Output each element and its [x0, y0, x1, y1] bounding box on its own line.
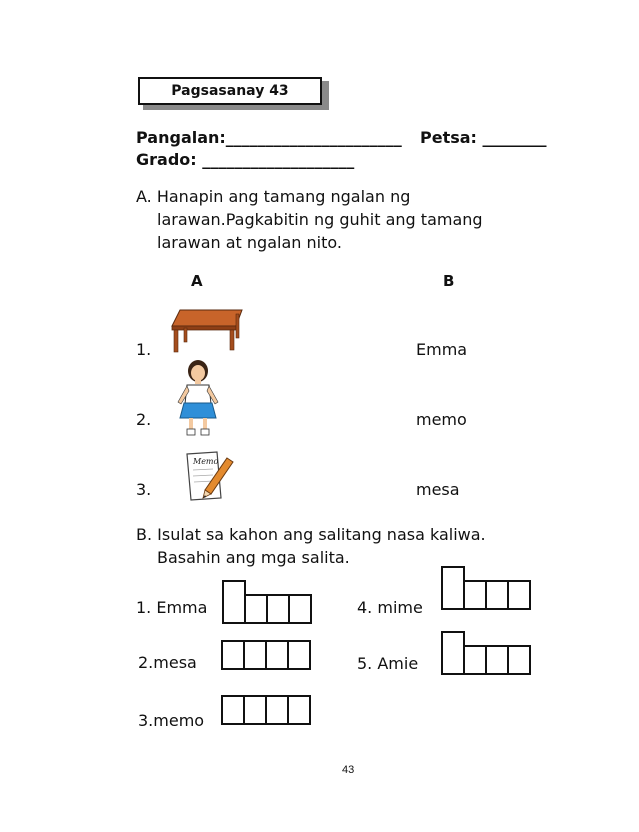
letter-box[interactable] — [287, 695, 311, 725]
letter-box[interactable] — [287, 640, 311, 670]
page-number: 43 — [342, 764, 355, 776]
svg-text:Memo: Memo — [193, 457, 219, 466]
section-b-instruction-text: B. Isulat sa kahon ang salitang nasa kaliwa. — [136, 525, 486, 544]
letter-box[interactable] — [288, 594, 312, 624]
letter-box[interactable] — [463, 580, 487, 610]
section-a-instruction-line-2: larawan.Pagkabitin ng guhit ang tamang — [157, 210, 483, 229]
writing-item-1-boxes[interactable] — [222, 594, 312, 624]
letter-box[interactable] — [265, 640, 289, 670]
column-a-heading: A — [191, 272, 203, 290]
letter-box[interactable] — [266, 594, 290, 624]
date-field-label: Petsa: ________ — [420, 128, 547, 147]
writing-item-1-label: 1. Emma — [136, 598, 208, 617]
item-2-word: memo — [416, 410, 467, 429]
writing-item-4-label: 4. mime — [357, 598, 423, 617]
letter-box[interactable] — [441, 566, 465, 610]
item-1-word: Emma — [416, 340, 468, 359]
letter-box[interactable] — [243, 640, 267, 670]
section-b-instruction-line-2: Basahin ang mga salita. — [157, 548, 350, 567]
letter-box[interactable] — [507, 645, 531, 675]
item-3-word: mesa — [416, 480, 460, 499]
item-2-number: 2. — [136, 410, 152, 429]
girl-picture-icon — [172, 358, 224, 438]
letter-box[interactable] — [265, 695, 289, 725]
letter-box[interactable] — [244, 594, 268, 624]
letter-box[interactable] — [243, 695, 267, 725]
section-a-instruction-line-1: A. Hanapin ang tamang ngalan ng — [136, 187, 411, 206]
writing-item-2-label: 2.mesa — [138, 653, 197, 672]
letter-box[interactable] — [221, 640, 245, 670]
column-b-heading: B — [443, 272, 455, 290]
section-b-instruction-line-1 — [136, 525, 562, 544]
letter-box[interactable] — [485, 645, 509, 675]
section-a-instruction-line-3: larawan at ngalan nito. — [157, 233, 342, 252]
letter-box[interactable] — [485, 580, 509, 610]
exercise-title-badge: Pagsasanay 43 — [138, 77, 322, 105]
letter-box[interactable] — [463, 645, 487, 675]
letter-box[interactable] — [221, 695, 245, 725]
writing-item-5-boxes[interactable] — [441, 645, 531, 675]
writing-item-3-boxes[interactable] — [221, 695, 311, 725]
writing-item-5-label: 5. Amie — [357, 654, 419, 673]
writing-item-2-boxes[interactable] — [221, 640, 311, 670]
item-3-number: 3. — [136, 480, 152, 499]
letter-box[interactable] — [441, 631, 465, 675]
letter-box[interactable] — [222, 580, 246, 624]
writing-item-3-label: 3.memo — [138, 711, 205, 730]
letter-box[interactable] — [507, 580, 531, 610]
memo-pencil-picture-icon — [183, 450, 237, 502]
writing-item-4-boxes[interactable] — [441, 580, 531, 610]
name-field-label: Pangalan:______________________ — [136, 128, 402, 147]
grade-field-label: Grado: ___________________ — [136, 150, 355, 169]
table-picture-icon — [168, 306, 244, 354]
item-1-number: 1. — [136, 340, 152, 359]
